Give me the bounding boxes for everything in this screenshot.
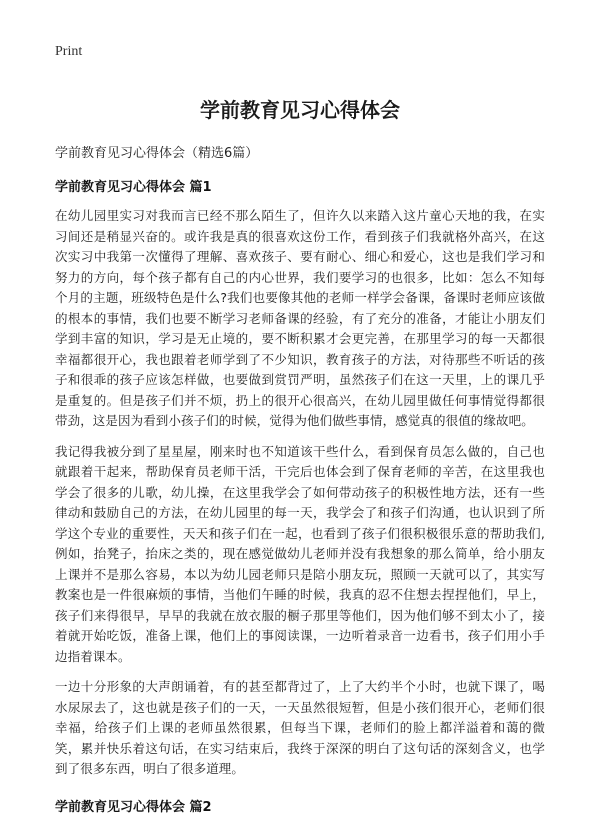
section-1-paragraph-2: 我记得我被分到了星星屋，刚来时也不知道该干些什么，看到保育员怎么做的，自己也就跟着干起来，帮助保育员老师干活，干完后也体会到了保育老师的辛苦，在这里我也学会了很多的儿歌，幼儿操，在这里我学会了如何带动孩子的积极性地方法，还有一些律动和鼓励自己的方法，在幼儿园里的每一天，我学会了和孩子们沟通，也认识到了所学这个专业的重要性，天天和孩子们在一起，也看到了孩子们很积极很乐意的帮助我们,例如，抬凳子，抬床之类的，现在感觉做幼儿老师并没有我想象的那么简单，给小朋友上课并不是那么容易，本以为幼儿园老师只是陪小朋友玩，照顾一天就可以了，其实写教案也是一件很麻烦的事情，当他们午睡的时候，我真的忍不住想去捏捏他们，早上，孩子们来得很早，早早的我就在放衣服的橱子那里等他们，因为他们够不到太小了，接着就开始吃饭，准备上课，他们上的事阅读课，一边听着录音一边看书，孩子们用小手边指着课本。 bbox=[55, 443, 545, 664]
document-subtitle: 学前教育见习心得体会（精选6篇） bbox=[55, 146, 259, 161]
section-1-paragraph-1: 在幼儿园里实习对我而言已经不那么陌生了，但许久以来踏入这片童心天地的我，在实习间还是稍显兴奋的。或许我是真的很喜欢这份工作，看到孩子们我就格外高兴，在这次实习中我第一次懂得了理解、喜欢孩子、要有耐心、细心和爱心，这也是我们学习和努力的方向，每个孩子都有自己的内心世界，我们要学习的也很多，比如：怎么不知每个月的主题，班级特色是什么?我们也要像其他的老师一样学会备课，备课时老师应该做的根本的事情，我们也要不断学习老师备课的经验，有了充分的准备，才能让小朋友们学到丰富的知识，学习是无止境的，要不断积累才会更完善，在那里学习的每一天都很幸福都很开心，我也跟着老师学到了不少知识，教育孩子的方法，对待那些不听话的孩子和很乖的孩子应该怎样做，也要做到赏罚严明，虽然孩子们在这一天里，上的课几乎是重复的。但是孩子们并不烦，扔上的很开心很高兴，在幼儿园里做任何事情觉得都很带劲，这是因为看到小孩子们的时候，觉得为他们做些事情，感觉真的很值的缘故吧。 bbox=[55, 208, 545, 428]
section-heading-2: 学前教育见习心得体会 篇2 bbox=[55, 799, 212, 815]
page-title: 学前教育见习心得体会 bbox=[200, 98, 400, 122]
print-link[interactable]: Print bbox=[55, 44, 83, 59]
section-1-paragraph-3: 一边十分形象的大声朗诵着，有的甚至都背过了，上了大约半个小时，也就下课了，喝水尿尿去了，这也就是孩子们的一天，一天虽然很短暂，但是小孩们很开心，老师们很幸福，给孩子们上课的老师虽然很累，但每当下课，老师们的脸上都洋溢着和蔼的微笑，累并快乐着这句话，在实习结束后，我终于深深的明白了这句话的深刻含义，也学到了很多东西，明白了很多道理。 bbox=[55, 679, 545, 776]
section-heading-1: 学前教育见习心得体会 篇1 bbox=[55, 180, 212, 195]
